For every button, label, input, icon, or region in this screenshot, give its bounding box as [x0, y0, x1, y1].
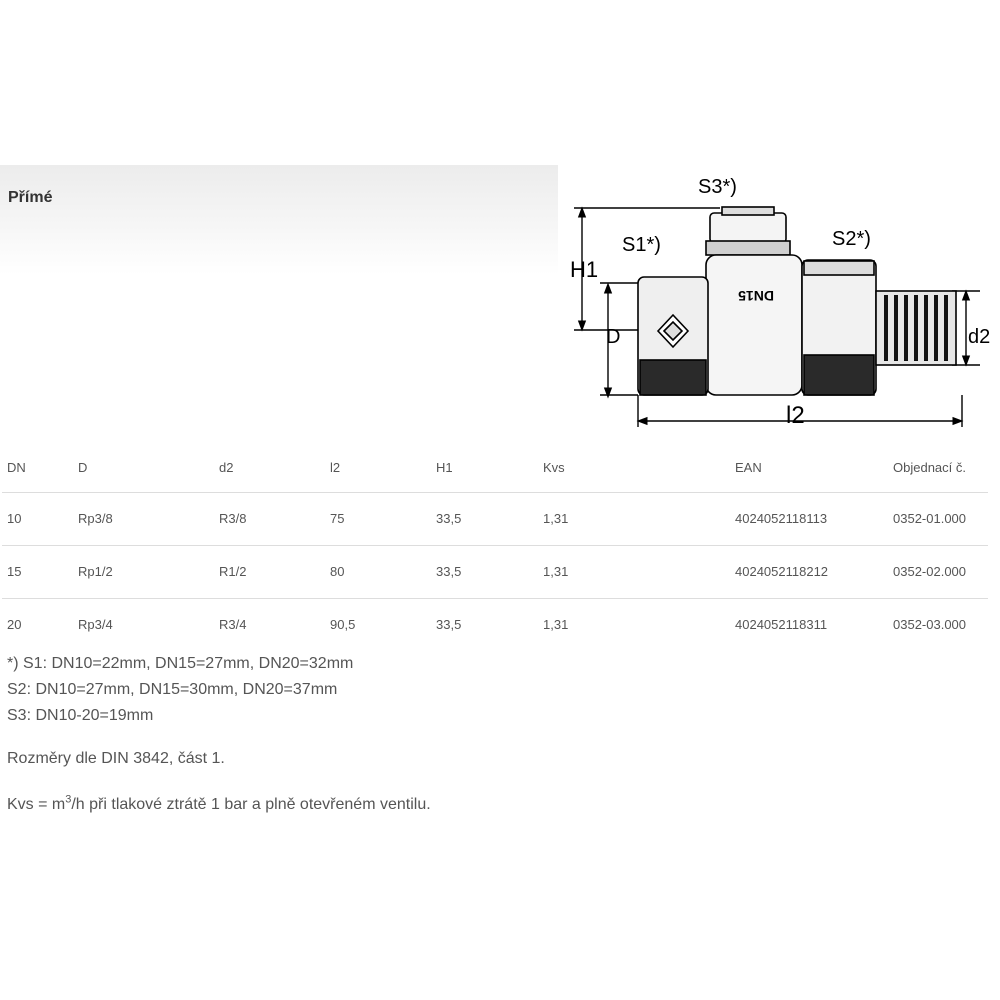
section-heading: Přímé: [8, 189, 53, 206]
valve-body-mark: DN15: [738, 288, 774, 304]
cell-h1: 33,5: [436, 511, 462, 526]
cell-l2: 80: [330, 564, 345, 579]
spec-table: [0, 448, 1000, 651]
header-h1: H1: [436, 460, 453, 475]
cell-ean: 4024052118311: [735, 617, 828, 632]
cell-d2: R3/8: [219, 511, 247, 526]
table-row: [0, 493, 1000, 545]
header-dn: DN: [7, 460, 26, 475]
table-row: [0, 546, 1000, 598]
valve-diagram: [560, 165, 1000, 435]
cell-kvs: 1,31: [543, 511, 569, 526]
cell-d2: R3/4: [219, 617, 247, 632]
cell-d: Rp3/8: [78, 511, 113, 526]
cell-d: Rp1/2: [78, 564, 113, 579]
cell-l2: 90,5: [330, 617, 356, 632]
heading-band: [0, 165, 558, 275]
label-l2: l2: [786, 402, 805, 429]
header-ean: EAN: [735, 460, 762, 475]
cell-h1: 33,5: [436, 564, 462, 579]
cell-order-number: 0352-03.000: [893, 617, 967, 632]
standard-note: Rozměry dle DIN 3842, část 1.: [7, 750, 225, 767]
label-h1: H1: [570, 257, 599, 282]
cell-dn: 15: [7, 564, 22, 579]
table-header-row: [0, 448, 1000, 492]
kvs-prefix: Kvs = m: [7, 796, 66, 813]
footnote-s2: S2: DN10=27mm, DN15=30mm, DN20=37mm: [7, 681, 338, 698]
cell-d2: R1/2: [219, 564, 247, 579]
cell-l2: 75: [330, 511, 345, 526]
cell-kvs: 1,31: [543, 564, 569, 579]
kvs-suffix: /h při tlakové ztrátě 1 bar a plně otevřeném ventilu.: [71, 796, 431, 813]
header-l2: l2: [330, 460, 341, 475]
label-d2: d2: [968, 326, 991, 348]
cell-order-number: 0352-02.000: [893, 564, 967, 579]
label-s2: S2*): [832, 228, 871, 250]
valve-body-icon: [638, 207, 956, 395]
kvs-exponent: 3: [65, 793, 72, 806]
footnote-s1: *) S1: DN10=22mm, DN15=27mm, DN20=32mm: [7, 655, 354, 672]
cell-kvs: 1,31: [543, 617, 569, 632]
cell-d: Rp3/4: [78, 617, 113, 632]
header-d2: d2: [219, 460, 234, 475]
header-d: D: [78, 460, 88, 475]
header-order-number: Objednací č.: [893, 460, 966, 475]
footnote-s3: S3: DN10-20=19mm: [7, 707, 154, 724]
label-s1: S1*): [622, 234, 661, 256]
header-kvs: Kvs: [543, 460, 565, 475]
kvs-note: [7, 793, 431, 814]
label-d: D: [606, 326, 621, 348]
cell-ean: 4024052118113: [735, 511, 828, 526]
cell-order-number: 0352-01.000: [893, 511, 967, 526]
cell-ean: 4024052118212: [735, 564, 829, 579]
cell-dn: 10: [7, 511, 22, 526]
cell-h1: 33,5: [436, 617, 462, 632]
cell-dn: 20: [7, 617, 22, 632]
label-s3: S3*): [698, 176, 737, 198]
table-row: [0, 599, 1000, 651]
footnotes: [7, 651, 353, 729]
